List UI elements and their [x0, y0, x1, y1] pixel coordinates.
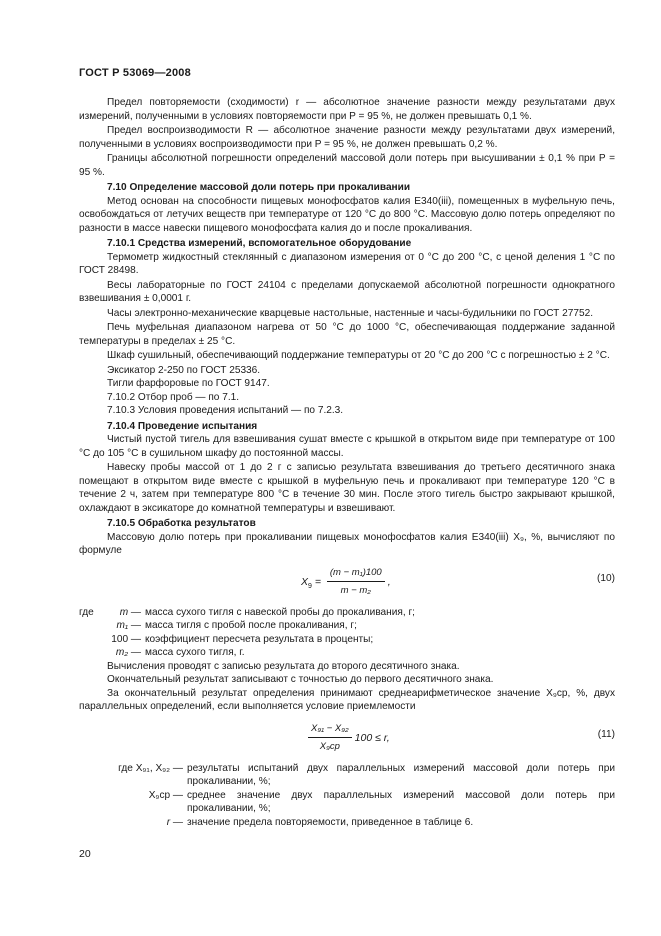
definition-text: значение предела повторяемости, приведенное в таблице 6.: [187, 816, 474, 828]
formula-11-definitions: [79, 762, 615, 830]
paragraph-reproducibility: Предел воспроизводимости R — абсолютное значение разности между результатами двух измерений, полученными в условиях воспроизводимости при P = 95 %, не должен превышать 0,2 %.: [79, 125, 615, 150]
equipment-item: Весы лабораторные по ГОСТ 24104 с пределами допускаемой абсолютной погрешности однократного взвешивания ± 0,0001 г.: [79, 279, 615, 304]
heading-7-10-4: 7.10.4 Проведение испытания: [107, 420, 258, 432]
formula-10-numerator: (m − m₁)100: [327, 566, 385, 583]
standard-header: ГОСТ Р 53069—2008: [79, 67, 191, 79]
formula-10-tail: ,: [387, 575, 391, 588]
paragraph-7-10-3: 7.10.3 Условия проведения испытаний — по 7.2.3.: [107, 405, 344, 416]
definition-row: [79, 762, 615, 789]
definition-symbol: m —: [119, 606, 141, 618]
definition-symbol: r —: [166, 816, 183, 828]
formula-10-number: (10): [597, 572, 615, 584]
definition-row: [79, 619, 615, 633]
paragraph-acceptance: За окончательный результат определения принимают среднеарифметическое значение X₉ср, %, двух параллельных определений, если выполняется условие приемлемости: [79, 687, 615, 712]
definition-row: [79, 646, 615, 660]
paragraph-repeatability: Предел повторяемости (сходимости) r — абсолютное значение разности между результатами двух измерений, полученными в условиях повторяемости при P = 95 %, не должен превышать 0,1 %.: [79, 97, 615, 122]
formula-10-denominator: m − m₂: [340, 585, 371, 596]
definition-symbol: где X₉₁, X₉₂ —: [118, 762, 183, 774]
paragraph-formula-intro: Массовую долю потерь при прокаливании пищевых монофосфатов калия E340(iii) X₉, %, вычисляют по формуле: [79, 531, 615, 556]
procedure-step: Чистый пустой тигель для взвешивания сушат вместе с крышкой в открытом виде при температуре от 100 °C до 105 °C в сушильном шкафу до постоянной массы.: [79, 434, 615, 459]
formula-10-fraction: [327, 566, 385, 598]
where-word: где: [79, 606, 94, 618]
paragraph-final-precision: Окончательный результат записывают с точностью до первого десятичного знака.: [107, 674, 494, 685]
definition-row: [79, 606, 615, 620]
definition-text: результаты испытаний двух параллельных измерений массовой доли потерь при прокаливании, %;: [187, 762, 615, 787]
document-body: [79, 96, 615, 829]
definition-symbol: m₂ —: [115, 647, 141, 658]
definition-text: коэффициент пересчета результата в проценты;: [145, 633, 374, 645]
definition-symbol: 100 —: [111, 633, 141, 645]
formula-10-lhs: X: [301, 575, 309, 588]
formula-11: [79, 720, 615, 758]
definition-text: масса сухого тигля, г.: [145, 647, 245, 658]
paragraph-error-bounds: Границы абсолютной погрешности определений массовой доли потерь при высушивании ± 0,1 % при P = 95 %.: [79, 153, 615, 178]
definition-symbol: X₉ср —: [148, 789, 183, 801]
heading-7-10-5: 7.10.5 Обработка результатов: [107, 518, 256, 529]
definition-row: [79, 789, 615, 816]
formula-10: [79, 564, 615, 602]
definition-text: среднее значение двух параллельных измерений массовой доли потерь при прокаливании, %;: [187, 789, 615, 814]
equipment-item: Тигли фарфоровые по ГОСТ 9147.: [107, 378, 270, 389]
equipment-item: Термометр жидкостный стеклянный с диапазоном измерения от 0 °C до 200 °C, с ценой деления 1 °C по ГОСТ 28498.: [79, 251, 615, 276]
formula-10-lhs-subscript: 9: [308, 582, 312, 590]
definition-row: [79, 816, 615, 830]
paragraph-7-10-2: 7.10.2 Отбор проб — по 7.1.: [107, 391, 240, 403]
paragraph-7-10-method: Метод основан на способности пищевых монофосфатов калия E340(iii), помещенных в муфельную печь, освобождаться от летучих веществ при температуре от 120 °C до 800 °C. Массовую долю потерь определяют по разности в массе навески пищевого монофосфата калия до и после прокаливания.: [79, 195, 615, 234]
definition-text: масса тигля с пробой после прокаливания, г;: [145, 620, 357, 631]
formula-11-number: (11): [597, 728, 615, 740]
formula-11-fraction: [308, 722, 352, 754]
definition-text: масса сухого тигля с навеской пробы до прокаливания, г;: [145, 606, 415, 618]
formula-11-numerator: X₉₁ − X₉₂: [308, 722, 352, 739]
equipment-item: Эксикатор 2-250 по ГОСТ 25336.: [107, 364, 261, 376]
formula-10-definitions: [79, 606, 615, 660]
paragraph-rounding: Вычисления проводят с записью результата до второго десятичного знака.: [107, 660, 460, 672]
page-number: 20: [79, 848, 91, 860]
heading-7-10: 7.10 Определение массовой доли потерь при прокаливании: [107, 182, 411, 193]
definition-row: [79, 633, 615, 647]
equipment-item: Часы электронно-механические кварцевые настольные, настенные и часы-будильники по ГОСТ 27752.: [107, 307, 594, 319]
formula-11-rhs: 100 ≤ r,: [354, 731, 390, 744]
formula-10-expression: $X_9$ = $\frac{\text{(m − m₁)100}}{\text{m − m₂}}$ ,: [301, 566, 391, 596]
procedure-step: Навеску пробы массой от 1 до 2 г с записью результата взвешивания до третьего десятичного знака помещают в открытом виде вместе с крышкой в муфельную печь и прокаливают при температуре 120 °C в течение 2 ч, затем при температуре 800 °C в течение 30 мин. После этого тигель быстро закрывают крышкой, охлаждают в эксикаторе до комнатной температуры и взвешивают.: [79, 462, 615, 514]
equipment-item: Печь муфельная диапазоном нагрева от 50 °C до 1000 °C, обеспечивающая поддержание заданной температуры в пределах ± 25 °C.: [79, 322, 615, 347]
heading-7-10-1: 7.10.1 Средства измерений, вспомогательное оборудование: [107, 238, 412, 249]
formula-11-denominator: X₉ср: [319, 741, 340, 752]
formula-11-expression: [305, 722, 390, 754]
equipment-item: Шкаф сушильный, обеспечивающий поддержание температуры от 20 °C до 200 °C с погрешностью ± 2 °C.: [107, 350, 610, 361]
definition-symbol: m₁ —: [116, 620, 141, 631]
